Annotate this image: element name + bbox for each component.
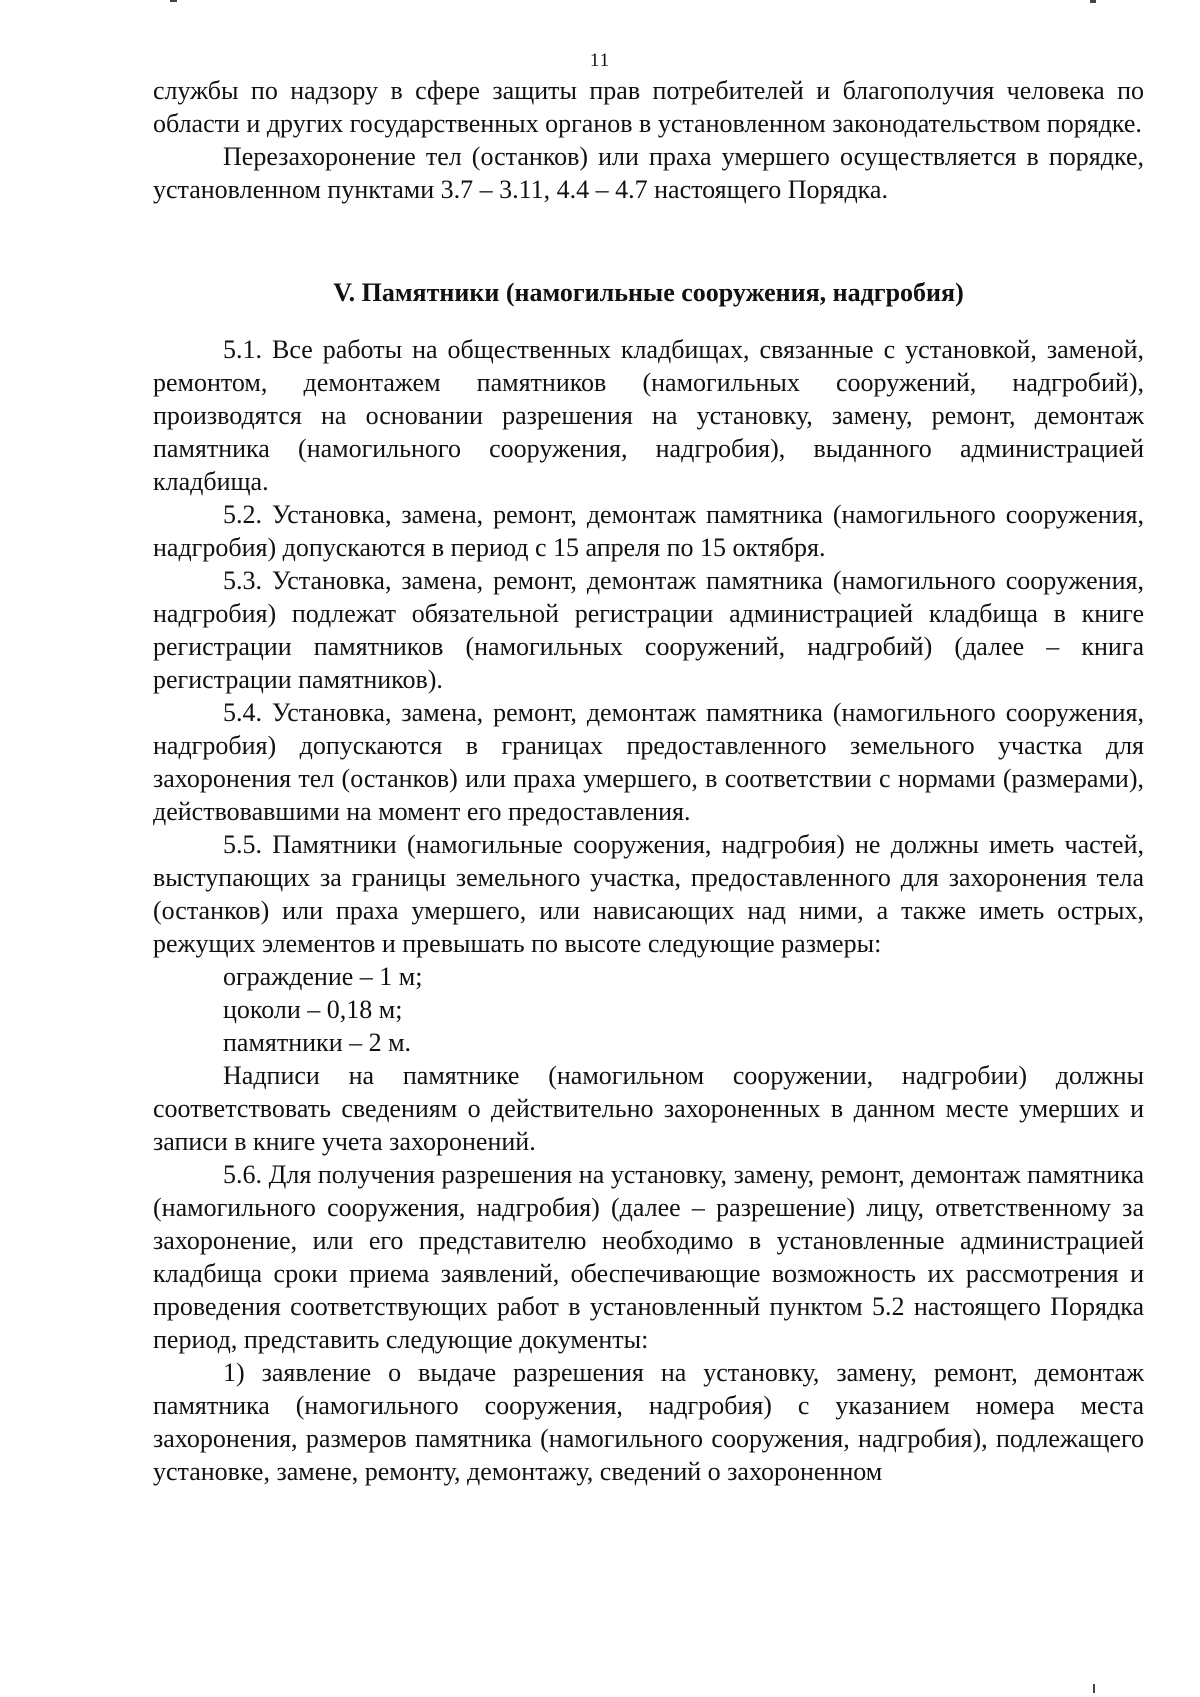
paragraph-5-3: 5.3. Установка, замена, ремонт, демонтаж памятника (намогильного сооружения, надгробия) подлежат обязательной регистрации администрацией кладбища в книге регистрации памятников (намогильных сооружений, надгробий) (далее – книга регистрации памятников).: [153, 566, 1144, 694]
scan-artifact-mark: [1093, 1684, 1095, 1693]
paragraph-5-6: 5.6. Для получения разрешения на установку, замену, ремонт, демонтаж памятника (намогильного сооружения, надгробия) (далее – разрешение) лицу, ответственному за захоронение, или его представителю необходимо в установленные администрацией кладбища сроки приема заявлений, обеспечивающие возможность их рассмотрения и проведения соответствующих работ в установленный пунктом 5.2 настоящего Порядка период, представить следующие документы:: [153, 1160, 1144, 1354]
paragraph-5-4: 5.4. Установка, замена, ремонт, демонтаж памятника (намогильного сооружения, надгробия) допускаются в границах предоставленного земельного участка для захоронения тел (останков) или праха умершего, в соответствии с нормами (размерами), действовавшими на момент его предоставления.: [153, 698, 1144, 826]
size-limit-fence: ограждение – 1 м;: [223, 962, 423, 991]
paragraph-5-1: 5.1. Все работы на общественных кладбищах, связанные с установкой, заменой, ремонтом, демонтажем памятников (намогильных сооружений, надгробий), производятся на основании разрешения на установку, замену, ремонт, демонтаж памятника (намогильного сооружения, надгробия), выданного администрацией кладбища.: [153, 335, 1144, 496]
paragraph-reburial: Перезахоронение тел (останков) или праха умершего осуществляется в порядке, установленном пунктами 3.7 – 3.11, 4.4 – 4.7 настоящего Порядка.: [153, 142, 1144, 204]
paragraph-inscriptions: Надписи на памятнике (намогильном сооружении, надгробии) должны соответствовать сведениям о действительно захороненных в данном месте умерших и записи в книге учета захоронений.: [153, 1061, 1144, 1156]
scan-artifact-mark: [1090, 0, 1096, 3]
document-body: [153, 74, 1144, 1488]
page-number: 11: [589, 50, 611, 71]
size-limit-plinth: цоколи – 0,18 м;: [223, 995, 403, 1024]
section-heading: V. Памятники (намогильные сооружения, надгробия): [333, 278, 964, 307]
list-item-1: 1) заявление о выдаче разрешения на установку, замену, ремонт, демонтаж памятника (намогильного сооружения, надгробия) с указанием номера места захоронения, размеров памятника (намогильного сооружения, надгробия), подлежащего установке, замене, ремонту, демонтажу, сведений о захороненном: [153, 1358, 1144, 1486]
paragraph-5-5: 5.5. Памятники (намогильные сооружения, надгробия) не должны иметь частей, выступающих за границы земельного участка, предоставленного для захоронения тела (останков) или праха умершего, или нависающих над ними, а также иметь острых, режущих элементов и превышать по высоте следующие размеры:: [153, 830, 1144, 958]
paragraph-5-2: 5.2. Установка, замена, ремонт, демонтаж памятника (намогильного сооружения, надгробия) допускаются в период с 15 апреля по 15 октября.: [153, 500, 1144, 562]
paragraph-continuation: службы по надзору в сфере защиты прав потребителей и благополучия человека по области и других государственных органов в установленном законодательством порядке.: [153, 76, 1144, 138]
scan-artifact-mark: [170, 0, 177, 2]
size-limit-monument: памятники – 2 м.: [223, 1028, 412, 1057]
